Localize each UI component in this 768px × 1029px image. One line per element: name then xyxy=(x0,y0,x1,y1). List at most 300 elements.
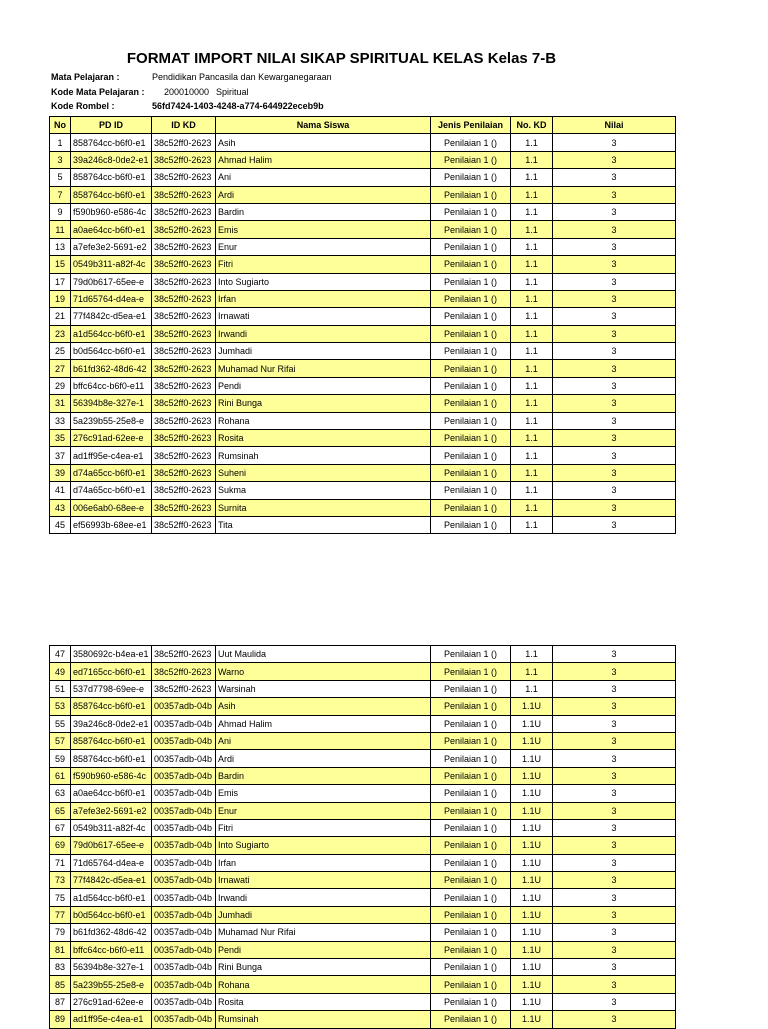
cell-nama-siswa: Ardi xyxy=(216,750,431,767)
cell-pd-id: a0ae64cc-b6f0-e1 xyxy=(71,785,152,802)
cell-id-kd: 38c52ff0-2623 xyxy=(152,412,216,429)
table-row xyxy=(50,959,676,976)
cell-no: 37 xyxy=(50,447,71,464)
cell-nilai: 3 xyxy=(553,993,676,1010)
cell-nilai: 3 xyxy=(553,924,676,941)
table-row xyxy=(50,976,676,993)
cell-nama-siswa: Asih xyxy=(216,134,431,151)
cell-pd-id: 39a246c8-0de2-e1 xyxy=(71,715,152,732)
nilai-table-2 xyxy=(49,645,676,1029)
cell-jenis-penilaian: Penilaian 1 () xyxy=(431,715,511,732)
cell-no-kd: 1.1 xyxy=(511,395,553,412)
table-row xyxy=(50,186,676,203)
cell-no: 47 xyxy=(50,646,71,663)
table-row xyxy=(50,360,676,377)
table-row xyxy=(50,732,676,749)
cell-id-kd: 00357adb-04b xyxy=(152,906,216,923)
cell-jenis-penilaian: Penilaian 1 () xyxy=(431,169,511,186)
cell-nilai: 3 xyxy=(553,872,676,889)
cell-nama-siswa: Rosita xyxy=(216,430,431,447)
cell-no-kd: 1.1U xyxy=(511,854,553,871)
cell-no-kd: 1.1 xyxy=(511,499,553,516)
cell-id-kd: 00357adb-04b xyxy=(152,750,216,767)
cell-pd-id: 858764cc-b6f0-e1 xyxy=(71,169,152,186)
cell-no-kd: 1.1U xyxy=(511,993,553,1010)
cell-no: 53 xyxy=(50,698,71,715)
table-row xyxy=(50,750,676,767)
table-row xyxy=(50,343,676,360)
cell-jenis-penilaian: Penilaian 1 () xyxy=(431,447,511,464)
table-row xyxy=(50,273,676,290)
cell-pd-id: a1d564cc-b6f0-e1 xyxy=(71,325,152,342)
cell-jenis-penilaian: Penilaian 1 () xyxy=(431,802,511,819)
col-header-jenis-penilaian: Jenis Penilaian xyxy=(431,117,511,134)
cell-nama-siswa: Surnita xyxy=(216,499,431,516)
cell-nama-siswa: Rini Bunga xyxy=(216,395,431,412)
col-header-nama-siswa: Nama Siswa xyxy=(216,117,431,134)
cell-no-kd: 1.1U xyxy=(511,785,553,802)
cell-no: 87 xyxy=(50,993,71,1010)
cell-nilai: 3 xyxy=(553,256,676,273)
cell-no: 21 xyxy=(50,308,71,325)
kode-mapel-extra: Spiritual xyxy=(216,87,249,97)
rombel-label: Kode Rombel : xyxy=(51,101,115,111)
cell-nama-siswa: Rumsinah xyxy=(216,447,431,464)
cell-nilai: 3 xyxy=(553,802,676,819)
cell-jenis-penilaian: Penilaian 1 () xyxy=(431,785,511,802)
cell-pd-id: 39a246c8-0de2-e1 xyxy=(71,151,152,168)
cell-pd-id: 5a239b55-25e8-e xyxy=(71,412,152,429)
cell-nilai: 3 xyxy=(553,499,676,516)
table-row xyxy=(50,516,676,533)
cell-no-kd: 1.1U xyxy=(511,924,553,941)
cell-pd-id: a7efe3e2-5691-e2 xyxy=(71,802,152,819)
cell-nilai: 3 xyxy=(553,134,676,151)
cell-nilai: 3 xyxy=(553,169,676,186)
table-row xyxy=(50,680,676,697)
cell-jenis-penilaian: Penilaian 1 () xyxy=(431,482,511,499)
cell-nama-siswa: Rohana xyxy=(216,976,431,993)
cell-nilai: 3 xyxy=(553,273,676,290)
cell-nilai: 3 xyxy=(553,516,676,533)
cell-pd-id: 276c91ad-62ee-e xyxy=(71,430,152,447)
cell-jenis-penilaian: Penilaian 1 () xyxy=(431,906,511,923)
cell-id-kd: 38c52ff0-2623 xyxy=(152,680,216,697)
cell-jenis-penilaian: Penilaian 1 () xyxy=(431,395,511,412)
cell-no-kd: 1.1U xyxy=(511,767,553,784)
table-row xyxy=(50,889,676,906)
cell-id-kd: 00357adb-04b xyxy=(152,785,216,802)
cell-jenis-penilaian: Penilaian 1 () xyxy=(431,499,511,516)
cell-no-kd: 1.1U xyxy=(511,802,553,819)
cell-no-kd: 1.1U xyxy=(511,837,553,854)
cell-nilai: 3 xyxy=(553,959,676,976)
table-row xyxy=(50,325,676,342)
cell-pd-id: 56394b8e-327e-1 xyxy=(71,395,152,412)
cell-id-kd: 00357adb-04b xyxy=(152,872,216,889)
cell-id-kd: 38c52ff0-2623 xyxy=(152,238,216,255)
cell-nilai: 3 xyxy=(553,238,676,255)
cell-nilai: 3 xyxy=(553,680,676,697)
cell-jenis-penilaian: Penilaian 1 () xyxy=(431,186,511,203)
kode-mapel-label: Kode Mata Pelajaran : xyxy=(51,87,145,97)
cell-id-kd: 38c52ff0-2623 xyxy=(152,646,216,663)
cell-nilai: 3 xyxy=(553,482,676,499)
cell-no: 55 xyxy=(50,715,71,732)
cell-id-kd: 38c52ff0-2623 xyxy=(152,203,216,220)
cell-no: 73 xyxy=(50,872,71,889)
cell-nama-siswa: Enur xyxy=(216,802,431,819)
cell-nama-siswa: Jumhadi xyxy=(216,906,431,923)
cell-nilai: 3 xyxy=(553,377,676,394)
cell-no-kd: 1.1U xyxy=(511,889,553,906)
cell-no: 65 xyxy=(50,802,71,819)
table-row xyxy=(50,430,676,447)
table-header-row xyxy=(50,117,676,134)
table-row xyxy=(50,872,676,889)
table-row xyxy=(50,837,676,854)
cell-no-kd: 1.1 xyxy=(511,430,553,447)
table-row xyxy=(50,464,676,481)
cell-nama-siswa: Muhamad Nur Rifai xyxy=(216,360,431,377)
cell-pd-id: 77f4842c-d5ea-e1 xyxy=(71,872,152,889)
cell-nilai: 3 xyxy=(553,976,676,993)
cell-no: 3 xyxy=(50,151,71,168)
cell-pd-id: 0549b311-a82f-4c xyxy=(71,256,152,273)
table-row xyxy=(50,802,676,819)
cell-pd-id: 0549b311-a82f-4c xyxy=(71,819,152,836)
cell-nama-siswa: Irfan xyxy=(216,290,431,307)
cell-pd-id: b61fd362-48d6-42 xyxy=(71,924,152,941)
cell-id-kd: 38c52ff0-2623 xyxy=(152,430,216,447)
cell-no-kd: 1.1U xyxy=(511,715,553,732)
cell-pd-id: d74a65cc-b6f0-e1 xyxy=(71,464,152,481)
cell-jenis-penilaian: Penilaian 1 () xyxy=(431,646,511,663)
cell-no: 85 xyxy=(50,976,71,993)
cell-no: 17 xyxy=(50,273,71,290)
cell-nama-siswa: Ani xyxy=(216,169,431,186)
cell-jenis-penilaian: Penilaian 1 () xyxy=(431,343,511,360)
cell-pd-id: ef56993b-68ee-e1 xyxy=(71,516,152,533)
cell-no: 15 xyxy=(50,256,71,273)
cell-nama-siswa: Muhamad Nur Rifai xyxy=(216,924,431,941)
cell-no-kd: 1.1 xyxy=(511,482,553,499)
table-row xyxy=(50,1011,676,1028)
cell-jenis-penilaian: Penilaian 1 () xyxy=(431,854,511,871)
cell-jenis-penilaian: Penilaian 1 () xyxy=(431,872,511,889)
cell-no: 9 xyxy=(50,203,71,220)
table-row xyxy=(50,767,676,784)
table-row xyxy=(50,151,676,168)
cell-jenis-penilaian: Penilaian 1 () xyxy=(431,819,511,836)
cell-jenis-penilaian: Penilaian 1 () xyxy=(431,889,511,906)
cell-no: 79 xyxy=(50,924,71,941)
cell-no-kd: 1.1 xyxy=(511,447,553,464)
cell-nilai: 3 xyxy=(553,325,676,342)
cell-jenis-penilaian: Penilaian 1 () xyxy=(431,430,511,447)
cell-pd-id: 858764cc-b6f0-e1 xyxy=(71,732,152,749)
table-row xyxy=(50,646,676,663)
cell-no-kd: 1.1 xyxy=(511,663,553,680)
cell-nama-siswa: Warsinah xyxy=(216,680,431,697)
cell-no: 49 xyxy=(50,663,71,680)
page-title: FORMAT IMPORT NILAI SIKAP SPIRITUAL KELAS Kelas 7-B xyxy=(126,50,557,67)
cell-jenis-penilaian: Penilaian 1 () xyxy=(431,732,511,749)
cell-nama-siswa: Rosita xyxy=(216,993,431,1010)
cell-no: 59 xyxy=(50,750,71,767)
cell-nama-siswa: Emis xyxy=(216,221,431,238)
cell-jenis-penilaian: Penilaian 1 () xyxy=(431,273,511,290)
table-row xyxy=(50,993,676,1010)
cell-nilai: 3 xyxy=(553,1011,676,1028)
cell-pd-id: a7efe3e2-5691-e2 xyxy=(71,238,152,255)
cell-jenis-penilaian: Penilaian 1 () xyxy=(431,976,511,993)
cell-jenis-penilaian: Penilaian 1 () xyxy=(431,308,511,325)
cell-no-kd: 1.1 xyxy=(511,516,553,533)
cell-id-kd: 38c52ff0-2623 xyxy=(152,325,216,342)
cell-no: 35 xyxy=(50,430,71,447)
cell-nilai: 3 xyxy=(553,430,676,447)
cell-nilai: 3 xyxy=(553,360,676,377)
cell-jenis-penilaian: Penilaian 1 () xyxy=(431,680,511,697)
cell-no: 45 xyxy=(50,516,71,533)
cell-id-kd: 00357adb-04b xyxy=(152,698,216,715)
cell-nilai: 3 xyxy=(553,464,676,481)
col-header-no: No xyxy=(50,117,71,134)
cell-nama-siswa: Rohana xyxy=(216,412,431,429)
cell-no: 81 xyxy=(50,941,71,958)
cell-nama-siswa: Fitri xyxy=(216,819,431,836)
cell-pd-id: 858764cc-b6f0-e1 xyxy=(71,186,152,203)
cell-no-kd: 1.1 xyxy=(511,646,553,663)
cell-no: 57 xyxy=(50,732,71,749)
cell-nama-siswa: Rumsinah xyxy=(216,1011,431,1028)
cell-nilai: 3 xyxy=(553,854,676,871)
cell-no: 13 xyxy=(50,238,71,255)
cell-id-kd: 00357adb-04b xyxy=(152,1011,216,1028)
cell-jenis-penilaian: Penilaian 1 () xyxy=(431,377,511,394)
cell-nama-siswa: Ani xyxy=(216,732,431,749)
table-row xyxy=(50,238,676,255)
cell-no-kd: 1.1U xyxy=(511,906,553,923)
table-row xyxy=(50,447,676,464)
cell-pd-id: 71d65764-d4ea-e xyxy=(71,854,152,871)
cell-no-kd: 1.1U xyxy=(511,959,553,976)
cell-nama-siswa: Emis xyxy=(216,785,431,802)
cell-nilai: 3 xyxy=(553,412,676,429)
col-header-pd-id: PD ID xyxy=(71,117,152,134)
cell-no-kd: 1.1 xyxy=(511,680,553,697)
cell-nilai: 3 xyxy=(553,186,676,203)
cell-pd-id: 79d0b617-65ee-e xyxy=(71,273,152,290)
cell-no-kd: 1.1 xyxy=(511,308,553,325)
mapel-value: Pendidikan Pancasila dan Kewarganegaraan xyxy=(152,72,332,82)
cell-no: 43 xyxy=(50,499,71,516)
cell-jenis-penilaian: Penilaian 1 () xyxy=(431,412,511,429)
table-row xyxy=(50,290,676,307)
cell-pd-id: 56394b8e-327e-1 xyxy=(71,959,152,976)
cell-pd-id: 71d65764-d4ea-e xyxy=(71,290,152,307)
table-row xyxy=(50,924,676,941)
cell-pd-id: b0d564cc-b6f0-e1 xyxy=(71,343,152,360)
cell-nilai: 3 xyxy=(553,732,676,749)
table-row xyxy=(50,819,676,836)
cell-no-kd: 1.1U xyxy=(511,732,553,749)
cell-jenis-penilaian: Penilaian 1 () xyxy=(431,924,511,941)
cell-nilai: 3 xyxy=(553,663,676,680)
cell-nilai: 3 xyxy=(553,837,676,854)
cell-jenis-penilaian: Penilaian 1 () xyxy=(431,221,511,238)
cell-no-kd: 1.1 xyxy=(511,238,553,255)
mapel-label: Mata Pelajaran : xyxy=(51,72,120,82)
cell-jenis-penilaian: Penilaian 1 () xyxy=(431,1011,511,1028)
cell-nilai: 3 xyxy=(553,447,676,464)
cell-nilai: 3 xyxy=(553,290,676,307)
cell-nilai: 3 xyxy=(553,785,676,802)
cell-nama-siswa: Into Sugiarto xyxy=(216,837,431,854)
cell-nilai: 3 xyxy=(553,715,676,732)
cell-no: 83 xyxy=(50,959,71,976)
table-row xyxy=(50,663,676,680)
cell-jenis-penilaian: Penilaian 1 () xyxy=(431,256,511,273)
cell-nama-siswa: Asih xyxy=(216,698,431,715)
cell-pd-id: 79d0b617-65ee-e xyxy=(71,837,152,854)
cell-no: 23 xyxy=(50,325,71,342)
cell-nilai: 3 xyxy=(553,646,676,663)
cell-pd-id: ed7165cc-b6f0-e1 xyxy=(71,663,152,680)
cell-pd-id: 858764cc-b6f0-e1 xyxy=(71,750,152,767)
cell-no-kd: 1.1U xyxy=(511,976,553,993)
table-row xyxy=(50,395,676,412)
cell-id-kd: 00357adb-04b xyxy=(152,715,216,732)
cell-pd-id: ad1ff95e-c4ea-e1 xyxy=(71,1011,152,1028)
cell-id-kd: 00357adb-04b xyxy=(152,767,216,784)
cell-id-kd: 38c52ff0-2623 xyxy=(152,499,216,516)
cell-pd-id: bffc64cc-b6f0-e11 xyxy=(71,941,152,958)
cell-id-kd: 00357adb-04b xyxy=(152,732,216,749)
cell-nama-siswa: Irwandi xyxy=(216,325,431,342)
cell-nama-siswa: Rini Bunga xyxy=(216,959,431,976)
cell-pd-id: 77f4842c-d5ea-e1 xyxy=(71,308,152,325)
cell-nama-siswa: Suheni xyxy=(216,464,431,481)
cell-id-kd: 38c52ff0-2623 xyxy=(152,169,216,186)
cell-id-kd: 38c52ff0-2623 xyxy=(152,186,216,203)
cell-nama-siswa: Pendi xyxy=(216,941,431,958)
table-row xyxy=(50,854,676,871)
cell-no-kd: 1.1 xyxy=(511,151,553,168)
cell-id-kd: 38c52ff0-2623 xyxy=(152,273,216,290)
cell-pd-id: 3580692c-b4ea-e1 xyxy=(71,646,152,663)
cell-nama-siswa: Enur xyxy=(216,238,431,255)
cell-nama-siswa: Ahmad Halim xyxy=(216,151,431,168)
nilai-table-1 xyxy=(49,116,676,534)
cell-no-kd: 1.1U xyxy=(511,1011,553,1028)
cell-no: 11 xyxy=(50,221,71,238)
cell-no: 27 xyxy=(50,360,71,377)
cell-pd-id: 276c91ad-62ee-e xyxy=(71,993,152,1010)
cell-nama-siswa: Irnawati xyxy=(216,308,431,325)
cell-no-kd: 1.1 xyxy=(511,134,553,151)
cell-no-kd: 1.1 xyxy=(511,273,553,290)
cell-id-kd: 00357adb-04b xyxy=(152,941,216,958)
cell-no-kd: 1.1 xyxy=(511,169,553,186)
table-row xyxy=(50,256,676,273)
cell-nilai: 3 xyxy=(553,203,676,220)
cell-nama-siswa: Irfan xyxy=(216,854,431,871)
cell-pd-id: 5a239b55-25e8-e xyxy=(71,976,152,993)
table-row xyxy=(50,412,676,429)
cell-jenis-penilaian: Penilaian 1 () xyxy=(431,750,511,767)
cell-id-kd: 00357adb-04b xyxy=(152,959,216,976)
cell-nilai: 3 xyxy=(553,343,676,360)
cell-nama-siswa: Jumhadi xyxy=(216,343,431,360)
cell-no: 61 xyxy=(50,767,71,784)
cell-id-kd: 00357adb-04b xyxy=(152,837,216,854)
cell-nilai: 3 xyxy=(553,941,676,958)
cell-id-kd: 38c52ff0-2623 xyxy=(152,447,216,464)
table-row xyxy=(50,169,676,186)
cell-no-kd: 1.1 xyxy=(511,256,553,273)
table-row xyxy=(50,221,676,238)
cell-jenis-penilaian: Penilaian 1 () xyxy=(431,134,511,151)
cell-no-kd: 1.1 xyxy=(511,221,553,238)
cell-pd-id: 006e6ab0-68ee-e xyxy=(71,499,152,516)
cell-no-kd: 1.1 xyxy=(511,186,553,203)
cell-no: 39 xyxy=(50,464,71,481)
table-row xyxy=(50,941,676,958)
cell-nama-siswa: Irwandi xyxy=(216,889,431,906)
cell-id-kd: 38c52ff0-2623 xyxy=(152,377,216,394)
cell-no: 67 xyxy=(50,819,71,836)
table-row xyxy=(50,715,676,732)
cell-pd-id: a1d564cc-b6f0-e1 xyxy=(71,889,152,906)
cell-id-kd: 00357adb-04b xyxy=(152,889,216,906)
table-row xyxy=(50,482,676,499)
cell-no-kd: 1.1U xyxy=(511,819,553,836)
cell-nama-siswa: Sukma xyxy=(216,482,431,499)
cell-no: 63 xyxy=(50,785,71,802)
col-header-id-kd: ID KD xyxy=(152,117,216,134)
cell-jenis-penilaian: Penilaian 1 () xyxy=(431,360,511,377)
table-row xyxy=(50,308,676,325)
cell-no: 19 xyxy=(50,290,71,307)
cell-id-kd: 38c52ff0-2623 xyxy=(152,395,216,412)
cell-nama-siswa: Pendi xyxy=(216,377,431,394)
table-row xyxy=(50,698,676,715)
cell-nilai: 3 xyxy=(553,221,676,238)
cell-nama-siswa: Warno xyxy=(216,663,431,680)
cell-no-kd: 1.1 xyxy=(511,377,553,394)
cell-jenis-penilaian: Penilaian 1 () xyxy=(431,325,511,342)
cell-jenis-penilaian: Penilaian 1 () xyxy=(431,941,511,958)
cell-no: 75 xyxy=(50,889,71,906)
cell-nilai: 3 xyxy=(553,906,676,923)
col-header-no-kd: No. KD xyxy=(511,117,553,134)
cell-id-kd: 38c52ff0-2623 xyxy=(152,290,216,307)
cell-no: 5 xyxy=(50,169,71,186)
cell-no: 77 xyxy=(50,906,71,923)
cell-nama-siswa: Bardin xyxy=(216,203,431,220)
table-row xyxy=(50,377,676,394)
rombel-value: 56fd7424-1403-4248-a774-644922eceb9b xyxy=(152,101,324,111)
cell-no: 29 xyxy=(50,377,71,394)
cell-no: 71 xyxy=(50,854,71,871)
cell-jenis-penilaian: Penilaian 1 () xyxy=(431,151,511,168)
kode-mapel-value: 200010000 xyxy=(164,87,210,97)
cell-id-kd: 38c52ff0-2623 xyxy=(152,221,216,238)
cell-jenis-penilaian: Penilaian 1 () xyxy=(431,516,511,533)
cell-id-kd: 00357adb-04b xyxy=(152,924,216,941)
